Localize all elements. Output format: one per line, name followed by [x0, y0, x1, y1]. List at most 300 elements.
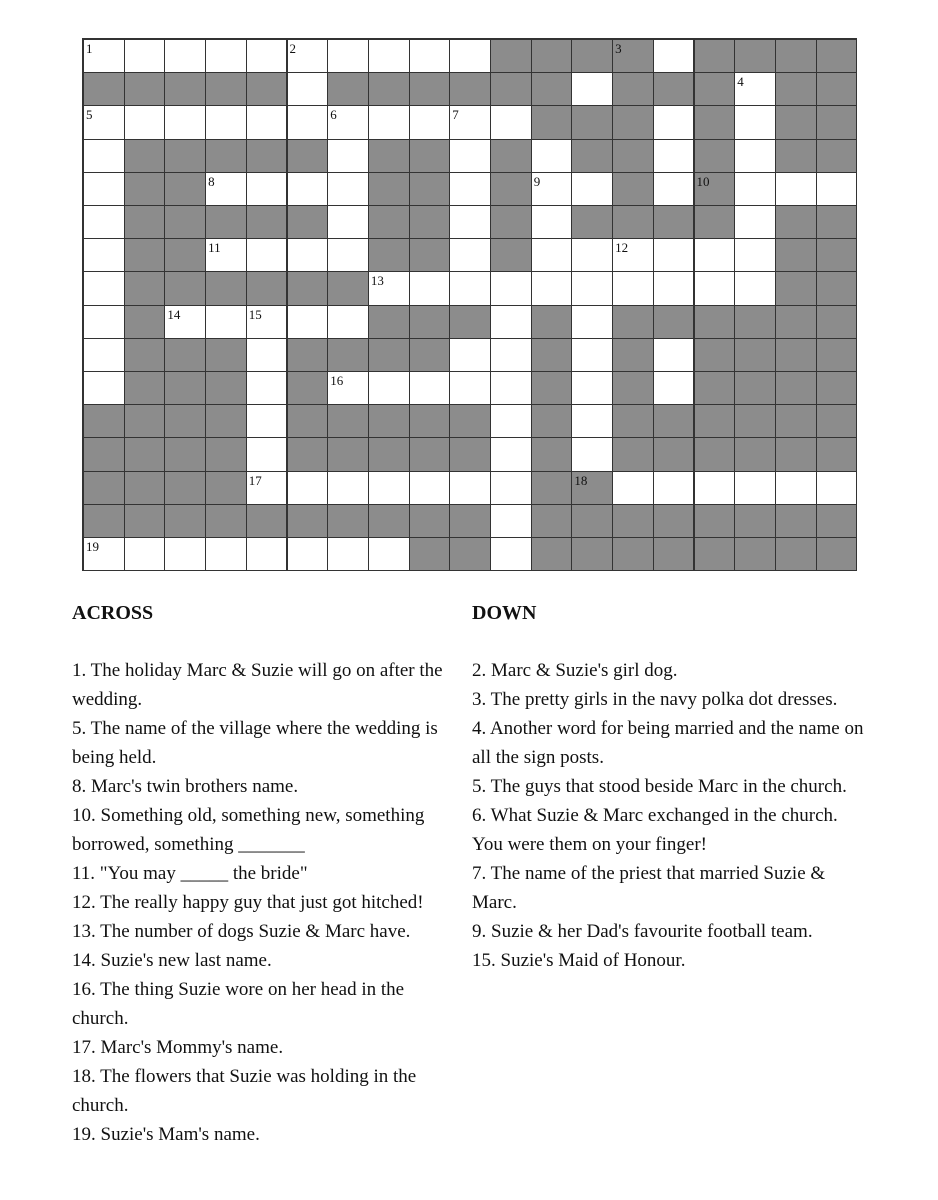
grid-block	[775, 371, 817, 405]
grid-cell[interactable]	[409, 471, 451, 505]
grid-cell[interactable]	[571, 271, 613, 305]
grid-cell[interactable]	[205, 305, 247, 339]
grid-block	[775, 105, 817, 139]
grid-cell[interactable]	[612, 471, 654, 505]
grid-cell[interactable]	[531, 205, 573, 239]
grid-block	[124, 338, 166, 372]
grid-cell[interactable]	[327, 105, 369, 139]
clue-number: 12	[615, 240, 629, 256]
clue-number: 13	[370, 273, 384, 289]
grid-cell[interactable]	[287, 238, 329, 272]
grid-cell[interactable]	[164, 537, 206, 571]
grid-block	[694, 437, 736, 471]
grid-cell[interactable]	[734, 471, 776, 505]
grid-block	[368, 504, 410, 538]
grid-block	[83, 404, 125, 438]
grid-cell[interactable]	[409, 271, 451, 305]
grid-block	[490, 172, 532, 206]
grid-cell[interactable]	[327, 305, 369, 339]
grid-cell[interactable]	[775, 172, 817, 206]
grid-cell[interactable]	[571, 371, 613, 405]
grid-block	[205, 139, 247, 173]
grid-block	[734, 404, 776, 438]
grid-cell[interactable]	[734, 271, 776, 305]
grid-block	[653, 404, 695, 438]
grid-cell[interactable]	[205, 105, 247, 139]
grid-cell[interactable]	[409, 105, 451, 139]
grid-cell[interactable]	[327, 172, 369, 206]
grid-block	[124, 271, 166, 305]
grid-block	[124, 172, 166, 206]
grid-block	[164, 437, 206, 471]
grid-cell[interactable]	[368, 271, 410, 305]
grid-block	[694, 371, 736, 405]
grid-cell[interactable]	[246, 39, 288, 73]
grid-block	[816, 338, 858, 372]
clue-number: 16	[330, 373, 344, 388]
grid-block	[368, 437, 410, 471]
grid-block	[653, 72, 695, 106]
grid-cell[interactable]	[327, 471, 369, 505]
grid-block	[409, 238, 451, 272]
grid-cell[interactable]	[205, 238, 247, 272]
grid-block	[694, 305, 736, 339]
grid-cell[interactable]	[612, 271, 654, 305]
grid-cell[interactable]	[83, 338, 125, 372]
clue-number: 3	[615, 41, 622, 56]
grid-block	[694, 504, 736, 538]
grid-cell[interactable]	[694, 238, 736, 272]
grid-cell[interactable]	[734, 139, 776, 173]
grid-block	[612, 404, 654, 438]
grid-cell[interactable]	[490, 338, 532, 372]
grid-cell[interactable]	[612, 238, 654, 272]
grid-block	[531, 471, 573, 505]
grid-block	[205, 271, 247, 305]
grid-cell[interactable]	[490, 271, 532, 305]
grid-block	[775, 39, 817, 73]
grid-block	[327, 437, 369, 471]
grid-block	[124, 471, 166, 505]
grid-block	[734, 371, 776, 405]
grid-cell[interactable]	[571, 437, 613, 471]
grid-cell[interactable]	[571, 72, 613, 106]
grid-cell[interactable]	[571, 238, 613, 272]
grid-cell[interactable]	[571, 338, 613, 372]
grid-block	[612, 371, 654, 405]
grid-cell[interactable]	[83, 39, 125, 73]
clue-number: 15	[248, 306, 262, 322]
grid-cell[interactable]	[653, 238, 695, 272]
grid-cell[interactable]	[83, 271, 125, 305]
grid-block	[816, 504, 858, 538]
grid-block	[653, 437, 695, 471]
grid-block	[246, 139, 288, 173]
grid-block	[612, 338, 654, 372]
grid-cell[interactable]	[694, 271, 736, 305]
grid-cell[interactable]	[246, 437, 288, 471]
grid-cell[interactable]	[775, 471, 817, 505]
clue-number: 1	[86, 41, 93, 56]
grid-block	[694, 404, 736, 438]
grid-block	[775, 404, 817, 438]
grid-block	[734, 305, 776, 339]
grid-block	[571, 471, 613, 505]
grid-block	[531, 504, 573, 538]
grid-cell[interactable]	[449, 271, 491, 305]
grid-cell[interactable]	[653, 39, 695, 73]
grid-cell[interactable]	[490, 105, 532, 139]
grid-block	[449, 537, 491, 571]
grid-cell[interactable]	[490, 471, 532, 505]
grid-cell[interactable]	[368, 39, 410, 73]
grid-block	[775, 205, 817, 239]
down-clue: 4. Another word for being married and the name on all the sign posts.	[472, 718, 864, 768]
grid-cell[interactable]	[816, 471, 858, 505]
clue-number: 14	[167, 306, 181, 322]
grid-cell[interactable]	[531, 271, 573, 305]
across-clue: 1. The holiday Marc & Suzie will go on after the wedding.	[72, 660, 443, 710]
grid-block	[490, 205, 532, 239]
grid-block	[490, 72, 532, 106]
grid-block	[409, 437, 451, 471]
grid-cell[interactable]	[368, 371, 410, 405]
grid-block	[531, 404, 573, 438]
grid-block	[694, 338, 736, 372]
grid-block	[164, 271, 206, 305]
grid-cell[interactable]	[205, 537, 247, 571]
grid-cell[interactable]	[124, 105, 166, 139]
across-clue: 13. The number of dogs Suzie & Marc have.	[72, 921, 411, 942]
clue-number: 6	[330, 107, 337, 123]
grid-block	[327, 338, 369, 372]
across-clue-list	[72, 656, 464, 1149]
grid-block	[571, 105, 613, 139]
grid-block	[531, 105, 573, 139]
grid-cell[interactable]	[734, 205, 776, 239]
grid-cell[interactable]	[327, 371, 369, 405]
grid-block	[83, 437, 125, 471]
grid-block	[205, 504, 247, 538]
grid-cell[interactable]	[449, 139, 491, 173]
grid-cell[interactable]	[83, 305, 125, 339]
down-clue: 6. What Suzie & Marc exchanged in the church. You were them on your finger!	[472, 805, 838, 855]
grid-block	[449, 504, 491, 538]
grid-block	[124, 504, 166, 538]
grid-block	[124, 238, 166, 272]
grid-block	[816, 139, 858, 173]
grid-cell[interactable]	[449, 338, 491, 372]
across-clue: 19. Suzie's Mam's name.	[72, 1124, 260, 1145]
grid-cell[interactable]	[490, 504, 532, 538]
grid-block	[124, 139, 166, 173]
grid-block	[409, 338, 451, 372]
grid-cell[interactable]	[734, 238, 776, 272]
grid-block	[612, 139, 654, 173]
across-clue: 11. "You may _____ the bride"	[72, 863, 308, 884]
grid-cell[interactable]	[653, 471, 695, 505]
grid-cell[interactable]	[246, 471, 288, 505]
grid-cell[interactable]	[531, 139, 573, 173]
down-clue: 5. The guys that stood beside Marc in the church.	[472, 776, 847, 797]
grid-block	[531, 39, 573, 73]
grid-block	[205, 72, 247, 106]
grid-block	[287, 437, 329, 471]
grid-cell[interactable]	[246, 105, 288, 139]
grid-block	[124, 72, 166, 106]
grid-cell[interactable]	[571, 404, 613, 438]
grid-block	[164, 371, 206, 405]
grid-cell[interactable]	[571, 172, 613, 206]
grid-block	[612, 537, 654, 571]
grid-block	[775, 238, 817, 272]
grid-cell[interactable]	[164, 39, 206, 73]
grid-block	[409, 205, 451, 239]
grid-block	[694, 72, 736, 106]
grid-cell[interactable]	[287, 105, 329, 139]
grid-cell[interactable]	[409, 39, 451, 73]
grid-block	[164, 205, 206, 239]
grid-block	[490, 39, 532, 73]
grid-block	[531, 338, 573, 372]
grid-block	[368, 338, 410, 372]
grid-cell[interactable]	[571, 305, 613, 339]
grid-block	[612, 305, 654, 339]
grid-block	[734, 338, 776, 372]
grid-cell[interactable]	[287, 72, 329, 106]
grid-block	[694, 205, 736, 239]
grid-block	[571, 205, 613, 239]
grid-block	[368, 172, 410, 206]
grid-cell[interactable]	[449, 205, 491, 239]
grid-block	[246, 72, 288, 106]
grid-block	[124, 371, 166, 405]
grid-block	[124, 205, 166, 239]
down-section	[472, 602, 872, 625]
grid-cell[interactable]	[490, 537, 532, 571]
clue-number: 17	[248, 472, 262, 488]
grid-cell[interactable]	[490, 371, 532, 405]
grid-cell[interactable]	[490, 437, 532, 471]
grid-block	[816, 404, 858, 438]
grid-cell[interactable]	[653, 139, 695, 173]
grid-cell[interactable]	[83, 139, 125, 173]
grid-cell[interactable]	[327, 139, 369, 173]
grid-cell[interactable]	[694, 471, 736, 505]
grid-block	[775, 305, 817, 339]
grid-cell[interactable]	[124, 39, 166, 73]
grid-block	[205, 471, 247, 505]
grid-block	[694, 105, 736, 139]
grid-cell[interactable]	[327, 205, 369, 239]
grid-block	[571, 39, 613, 73]
grid-block	[449, 72, 491, 106]
across-clue: 14. Suzie's new last name.	[72, 950, 272, 971]
grid-block	[368, 238, 410, 272]
grid-cell[interactable]	[327, 39, 369, 73]
down-clue: 2. Marc & Suzie's girl dog.	[472, 660, 678, 681]
grid-cell[interactable]	[83, 105, 125, 139]
grid-block	[775, 271, 817, 305]
grid-cell[interactable]	[327, 238, 369, 272]
clue-number: 7	[452, 107, 459, 123]
grid-cell[interactable]	[816, 172, 858, 206]
grid-cell[interactable]	[653, 105, 695, 139]
grid-block	[409, 305, 451, 339]
clue-number: 5	[86, 107, 93, 123]
grid-cell[interactable]	[368, 105, 410, 139]
grid-block	[164, 471, 206, 505]
grid-block	[287, 504, 329, 538]
grid-block	[164, 72, 206, 106]
grid-cell[interactable]	[653, 371, 695, 405]
grid-cell[interactable]	[246, 172, 288, 206]
across-clue: 17. Marc's Mommy's name.	[72, 1037, 284, 1058]
grid-block	[409, 72, 451, 106]
grid-cell[interactable]	[287, 471, 329, 505]
grid-cell[interactable]	[368, 471, 410, 505]
grid-cell[interactable]	[327, 537, 369, 571]
grid-block	[775, 504, 817, 538]
grid-block	[612, 437, 654, 471]
grid-block	[816, 39, 858, 73]
grid-cell[interactable]	[287, 172, 329, 206]
grid-cell[interactable]	[164, 305, 206, 339]
grid-block	[287, 338, 329, 372]
grid-block	[409, 404, 451, 438]
grid-cell[interactable]	[531, 238, 573, 272]
grid-block	[490, 238, 532, 272]
grid-cell[interactable]	[246, 371, 288, 405]
grid-cell[interactable]	[490, 305, 532, 339]
grid-cell[interactable]	[246, 238, 288, 272]
grid-cell[interactable]	[449, 105, 491, 139]
grid-cell[interactable]	[246, 537, 288, 571]
grid-cell[interactable]	[287, 39, 329, 73]
down-clue: 15. Suzie's Maid of Honour.	[472, 950, 686, 971]
grid-block	[327, 271, 369, 305]
grid-block	[409, 172, 451, 206]
grid-cell[interactable]	[734, 72, 776, 106]
grid-cell[interactable]	[205, 172, 247, 206]
grid-block	[164, 172, 206, 206]
grid-block	[164, 404, 206, 438]
grid-cell[interactable]	[734, 105, 776, 139]
grid-block	[816, 72, 858, 106]
grid-cell[interactable]	[531, 172, 573, 206]
grid-cell[interactable]	[734, 172, 776, 206]
grid-block	[816, 105, 858, 139]
grid-cell[interactable]	[83, 537, 125, 571]
grid-cell[interactable]	[124, 537, 166, 571]
grid-block	[531, 371, 573, 405]
grid-block	[816, 205, 858, 239]
grid-block	[409, 139, 451, 173]
grid-cell[interactable]	[449, 172, 491, 206]
grid-block	[409, 504, 451, 538]
grid-block	[775, 72, 817, 106]
grid-block	[734, 39, 776, 73]
grid-cell[interactable]	[83, 371, 125, 405]
grid-block	[449, 404, 491, 438]
grid-block	[531, 305, 573, 339]
grid-block	[816, 437, 858, 471]
clue-number: 2	[289, 41, 296, 56]
grid-block	[490, 139, 532, 173]
grid-block	[653, 537, 695, 571]
grid-block	[327, 504, 369, 538]
across-section	[72, 602, 472, 625]
grid-block	[327, 72, 369, 106]
grid-block	[409, 537, 451, 571]
grid-cell[interactable]	[164, 105, 206, 139]
grid-block	[164, 139, 206, 173]
grid-block	[368, 205, 410, 239]
grid-cell[interactable]	[246, 305, 288, 339]
grid-cell[interactable]	[449, 471, 491, 505]
grid-block	[449, 437, 491, 471]
grid-block	[164, 338, 206, 372]
grid-cell[interactable]	[287, 305, 329, 339]
grid-block	[816, 238, 858, 272]
crossword-grid	[82, 38, 857, 571]
across-clue: 10. Something old, something new, something borrowed, something _______	[72, 805, 425, 855]
grid-cell[interactable]	[287, 537, 329, 571]
grid-block	[205, 338, 247, 372]
grid-block	[612, 39, 654, 73]
grid-block	[612, 72, 654, 106]
grid-block	[205, 371, 247, 405]
grid-cell[interactable]	[653, 338, 695, 372]
grid-block	[816, 271, 858, 305]
grid-block	[571, 504, 613, 538]
grid-cell[interactable]	[449, 39, 491, 73]
grid-cell[interactable]	[490, 404, 532, 438]
grid-block	[368, 139, 410, 173]
grid-block	[164, 238, 206, 272]
grid-cell[interactable]	[83, 172, 125, 206]
grid-block	[287, 371, 329, 405]
across-clue: 16. The thing Suzie wore on her head in the church.	[72, 979, 405, 1029]
grid-cell[interactable]	[205, 39, 247, 73]
grid-cell[interactable]	[653, 172, 695, 206]
grid-cell[interactable]	[449, 371, 491, 405]
grid-block	[734, 437, 776, 471]
across-clue: 5. The name of the village where the wedding is being held.	[72, 718, 438, 768]
grid-cell[interactable]	[246, 404, 288, 438]
grid-block	[287, 205, 329, 239]
grid-block	[612, 504, 654, 538]
grid-cell[interactable]	[409, 371, 451, 405]
grid-cell[interactable]	[449, 238, 491, 272]
grid-block	[694, 537, 736, 571]
down-heading: DOWN	[472, 602, 537, 624]
grid-block	[205, 437, 247, 471]
grid-cell[interactable]	[83, 205, 125, 239]
clue-number: 9	[533, 173, 541, 189]
grid-cell[interactable]	[83, 238, 125, 272]
down-clue: 3. The pretty girls in the navy polka dot dresses.	[472, 689, 838, 710]
grid-block	[124, 305, 166, 339]
grid-cell[interactable]	[368, 537, 410, 571]
grid-block	[612, 105, 654, 139]
grid-block	[816, 537, 858, 571]
grid-cell[interactable]	[653, 271, 695, 305]
grid-block	[775, 139, 817, 173]
grid-block	[816, 371, 858, 405]
grid-cell[interactable]	[246, 338, 288, 372]
down-clue: 9. Suzie & her Dad's favourite football team.	[472, 921, 813, 942]
